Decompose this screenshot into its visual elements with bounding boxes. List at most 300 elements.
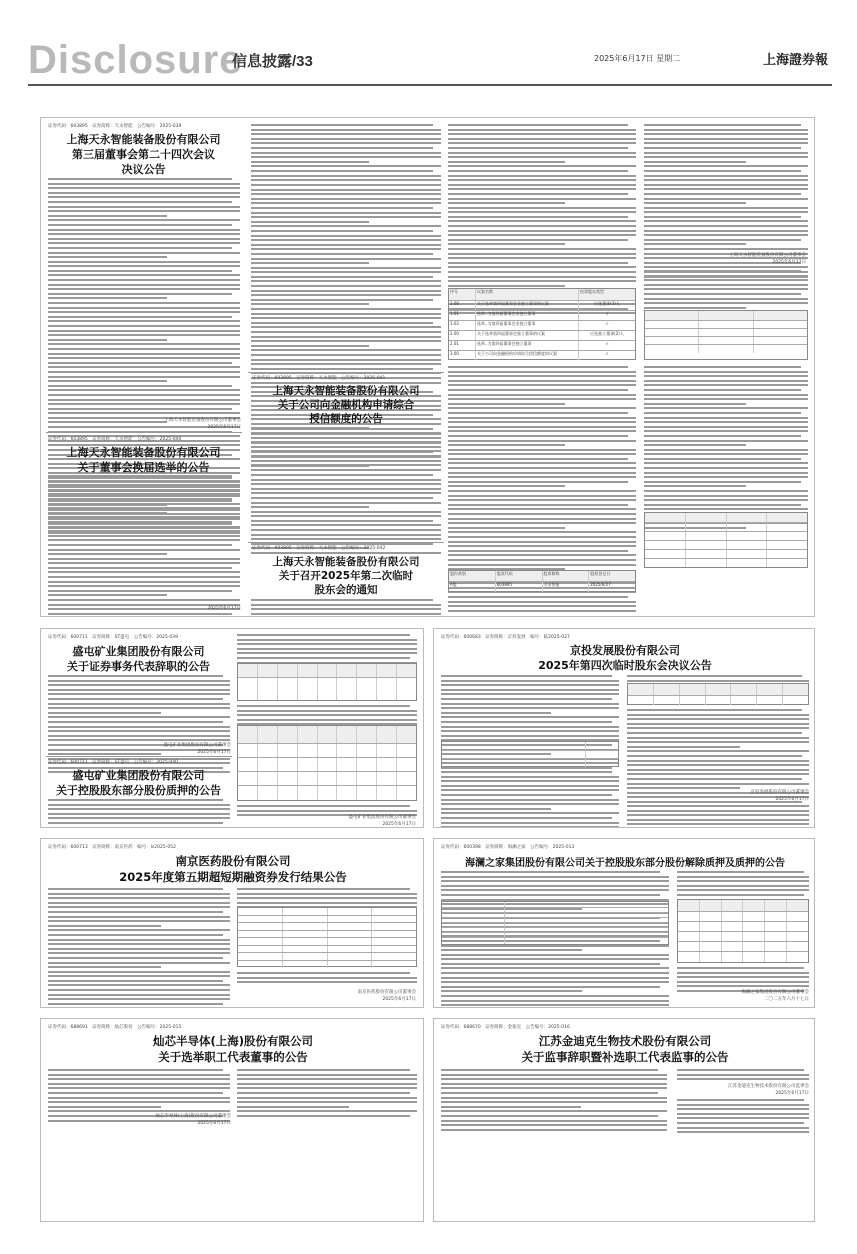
text-line [441,972,669,974]
text-line [48,721,223,723]
notice-body [448,596,636,614]
text-line [448,234,636,236]
text-line [48,357,240,359]
text-line [48,962,230,964]
text-line [627,746,740,748]
text-line [448,545,636,547]
notice-title: 关于监事辞职暨补选职工代表监事的公告 [521,1050,729,1064]
notice-title: 决议公告 [121,163,166,176]
table-cell: 1.00 [449,301,476,310]
text-line [448,211,636,213]
text-line [251,313,441,315]
text-line [448,541,636,543]
text-line [448,476,636,478]
text-line [644,147,801,149]
text-line [237,705,410,707]
text-line [448,435,628,437]
text-line [48,389,240,391]
text-line [251,189,441,191]
text-line [441,1129,667,1131]
text-line [644,184,808,186]
text-line [644,384,808,386]
notice-body [251,428,441,557]
text-line [48,1007,161,1008]
text-line [251,202,441,204]
text-line [48,817,230,819]
text-line [448,458,628,460]
text-line [48,984,230,986]
text-line [448,550,628,552]
notice-title: 灿芯半导体(上海)股份有限公司 [152,1034,313,1048]
notice-body [48,888,230,1008]
table-cell: 关于选举第四届董事会非独立董事的议案 [476,301,579,310]
text-line [677,1113,809,1115]
table-cell: √ [605,311,609,316]
bond-table [237,907,417,967]
text-line [448,453,636,455]
text-line [448,518,636,520]
text-line [48,288,240,290]
text-line [644,302,808,304]
text-line [48,206,240,208]
notice-date: 2025年6月17日 [197,750,231,755]
text-line [441,1069,658,1071]
notice-body [644,366,808,531]
text-line [237,648,417,650]
text-line [448,380,636,382]
text-line [644,435,801,437]
text-line [48,553,167,555]
text-line [441,885,669,887]
text-line [627,819,809,821]
text-line [48,680,230,682]
text-line [48,943,230,945]
text-line [237,897,417,899]
text-line [448,248,636,250]
text-line [644,234,808,236]
text-line [237,1069,410,1071]
notice-signature: 海澜之家集团股份有限公司董事会 [741,990,809,995]
text-line [251,488,441,490]
text-line [448,179,636,181]
text-line [251,451,433,453]
text-line [677,876,809,878]
text-line [48,994,230,996]
text-line [644,504,801,506]
table-cell: 2.00 [449,331,476,340]
notice-meta: 证券代码：603895 证券简称：天永智能 公告编号：2025-041 [252,376,386,381]
text-line [251,267,441,269]
text-line [48,934,223,936]
text-line [251,138,441,140]
text-line [48,925,161,927]
table-header: 股票代码 [496,571,543,581]
text-line [48,539,240,541]
text-line [644,275,808,277]
text-line [644,458,801,460]
text-line [48,998,230,1000]
text-line [251,271,441,273]
notice-body [251,124,441,188]
text-line [448,601,636,603]
text-line [448,426,636,428]
text-line [48,187,240,189]
text-line [48,371,240,373]
text-line [644,207,808,209]
notice-title: 关于选举职工代表董事的公告 [158,1050,308,1064]
text-line [644,389,801,391]
text-line [48,284,240,286]
text-line [251,161,369,163]
text-line [677,1069,804,1071]
text-line [441,698,612,700]
text-line [237,805,410,807]
text-line [251,147,433,149]
text-line [448,559,636,561]
text-line [251,604,441,606]
text-line [644,288,808,290]
text-line [48,827,230,828]
text-line [237,902,417,904]
text-line [441,1074,667,1076]
notice-meta: 证券代码：603895 证券简称：天永智能 公告编号：2025-040 [48,437,182,442]
text-line [677,976,809,978]
table-cell: 天永智能 [543,582,590,592]
text-line [251,207,433,209]
text-line [627,783,809,785]
text-line [48,576,240,578]
jingtou-panel [433,628,815,828]
notice-signature: 上海天永智能装备股份有限公司董事会 [164,418,241,423]
notice-title: 盛屯矿业集团股份有限公司 [72,769,205,782]
text-line [251,613,441,615]
notice-divider [46,432,242,433]
text-line [448,440,636,442]
table-cell: 2.01 [449,341,476,350]
text-line [448,412,628,414]
text-line [441,995,669,997]
text-line [448,462,636,464]
text-line [441,803,619,805]
text-line [48,256,167,258]
text-line [448,389,628,391]
notice-meta: 证券代码：600713 证券简称：南京医药 编号：ls2025-052 [48,845,176,850]
text-line [448,554,636,556]
text-line [48,526,240,528]
text-line [251,258,441,260]
text-line [644,371,808,373]
notice-date: 2025年6月17日 [207,425,241,430]
text-line [48,613,232,615]
text-line [251,299,433,301]
text-line [48,210,240,212]
text-line [644,490,808,492]
text-line [448,138,636,140]
text-line [448,495,636,497]
text-line [448,605,636,607]
text-line [441,730,619,732]
text-line [448,481,628,483]
text-line [48,971,230,973]
text-line [251,349,441,351]
text-line [251,170,433,172]
text-line [251,244,441,246]
text-line [448,198,636,200]
text-line [48,484,240,486]
text-line [448,193,628,195]
text-line [48,516,240,518]
text-line [251,248,441,250]
notice-signature: 江苏金迪克生物技术股份有限公司监事会 [728,1084,809,1089]
text-line [441,889,669,891]
table-cell: 选举..为第四届董事会非独立董事 [476,321,579,330]
text-line [644,449,808,451]
notice-date: 2025年6月17日 [775,797,809,802]
text-line [644,394,808,396]
text-line [644,440,808,442]
notice-title: 上海天永智能装备股份有限公司 [66,446,221,459]
text-line [48,293,232,295]
text-line [627,769,809,771]
text-line [48,196,240,198]
notice-title: 上海天永智能装备股份有限公司 [272,385,420,397]
text-line [48,712,161,714]
notice-body [627,805,809,828]
text-line [48,233,240,235]
text-line [251,483,441,485]
text-line [441,1124,667,1126]
notice-title: 海澜之家集团股份有限公司关于控股股东部分股份解除质押及质押的公告 [465,858,785,869]
notice-body [251,599,441,617]
text-line [251,437,441,439]
text-line [441,799,619,801]
text-line [48,238,240,240]
text-line [48,247,232,249]
canxin-panel [40,1018,424,1222]
text-line [237,888,410,890]
text-line [677,972,809,974]
text-line [48,966,161,968]
text-line [448,276,636,278]
text-line [448,485,565,487]
text-line [251,433,441,435]
text-line [448,564,636,566]
text-line [48,380,167,382]
notice-meta: 证券代码：603895 证券简称：天永智能 公告编号：2025-039 [48,124,182,129]
masthead-rule [28,84,832,86]
text-line [441,1101,667,1103]
text-line [448,531,636,533]
text-line [251,124,433,126]
notice-signature: 南京医药股份有限公司董事会 [357,990,416,995]
text-line [441,963,660,965]
text-line [48,201,232,203]
text-line [251,308,441,310]
text-line [644,293,801,295]
text-line [448,285,565,287]
text-line [677,1078,809,1080]
text-line [627,709,802,711]
table-cell: 603895 [496,582,543,592]
text-line [48,562,240,564]
text-line [644,508,808,510]
text-line [48,480,240,482]
text-line [48,302,240,304]
text-line [448,262,628,264]
text-line [251,285,441,287]
table-cell: √ [605,341,609,346]
text-line [48,739,230,741]
vote-table [644,512,808,568]
table-cell: 3.00 [449,351,476,360]
text-line [48,362,232,364]
notice-date: 2025年6月17日 [772,260,806,265]
text-line [237,634,410,636]
text-line [441,949,582,951]
text-line [251,363,441,365]
notice-body [237,972,417,986]
text-line [644,307,746,309]
notice-signature: 盛屯矿业集团股份有限公司董事会 [348,815,416,820]
text-line [441,721,612,723]
text-line [448,147,628,149]
text-line [448,230,636,232]
text-line [441,780,619,782]
text-line [251,538,441,540]
text-line [677,1104,809,1106]
text-line [644,495,808,497]
text-line [677,967,804,969]
text-line [441,789,619,791]
table-cell: 应选独立董事(2)人 [590,331,624,336]
text-line [644,462,808,464]
text-line [441,981,669,983]
text-line [441,826,619,828]
text-line [251,442,441,444]
text-line [441,986,660,988]
table-cell: 选举..为第四届董事会非独立董事 [476,311,579,320]
text-line [251,184,433,186]
text-line [48,929,230,931]
text-line [627,680,809,682]
text-line [627,760,809,762]
pledge-table [237,663,417,701]
text-line [237,1106,349,1108]
text-line [441,977,669,979]
vote-result-table [627,683,809,705]
text-line [448,271,636,273]
text-line [448,375,636,377]
text-line [251,156,441,158]
text-line [48,493,240,495]
notice-meta: 证券代码：600711 证券简称：ST盛屯 公告编号：2025-039 [48,635,178,640]
text-line [48,521,232,523]
notice-signature: 盛屯矿业集团股份有限公司董事会 [163,743,231,748]
text-line [251,524,441,526]
jindike-panel [433,1018,815,1222]
text-line [237,1074,417,1076]
text-line [448,398,636,400]
table-cell: √ [605,321,609,326]
text-line [251,212,441,214]
text-line [644,179,808,181]
text-line [237,639,417,641]
text-line [48,808,230,810]
notice-divider [46,756,232,757]
notice-divider [248,542,444,543]
text-line [251,133,441,135]
text-line [48,916,230,918]
text-line [441,771,612,773]
text-line [644,398,808,400]
text-line [48,1101,230,1103]
text-line [644,239,801,241]
text-line [441,703,619,705]
text-line [48,394,240,396]
notice-title: 上海天永智能装备股份有限公司 [66,133,221,146]
text-line [441,894,660,896]
hailan-panel [433,838,815,1008]
text-line [48,804,230,806]
text-line [237,1087,417,1089]
text-line [448,513,636,515]
table-cell: A股 [449,582,496,592]
text-line [441,794,612,796]
text-line [627,741,809,743]
text-line [644,225,808,227]
text-line [48,939,230,941]
text-line [48,507,240,509]
text-line [48,178,232,180]
text-line [677,880,809,882]
text-line [48,698,223,700]
text-line [251,446,441,448]
text-line [441,712,551,714]
notice-meta: 证券代码：688691 证券简称：灿芯股份 公告编号：2025-015 [48,1025,182,1030]
text-line [644,453,808,455]
text-line [644,230,808,232]
text-line [627,810,809,812]
notice-date: 2025年6月17日 [207,606,241,611]
table-header: 股票简称 [543,571,590,581]
table-cell: 关于选举第四届董事会独立董事的议案 [476,331,579,340]
text-line [251,179,441,181]
text-line [251,474,433,476]
text-line [448,527,565,529]
text-line [441,967,669,969]
text-line [441,776,619,778]
text-line [448,266,636,268]
text-line [448,170,628,172]
text-line [251,152,441,154]
text-line [448,472,636,474]
text-line [644,193,801,195]
notice-body [677,1069,809,1083]
text-line [48,399,240,401]
text-line [644,156,808,158]
text-line [48,353,240,355]
notice-signature: 灿芯半导体(上海)股份有限公司董事会 [155,1114,231,1119]
text-line [644,188,808,190]
text-line [237,1110,417,1112]
text-line [441,767,612,769]
text-line [627,727,809,729]
text-line [448,207,636,209]
text-line [448,152,636,154]
text-line [677,1122,804,1124]
text-line [448,421,636,423]
text-line [48,822,223,824]
